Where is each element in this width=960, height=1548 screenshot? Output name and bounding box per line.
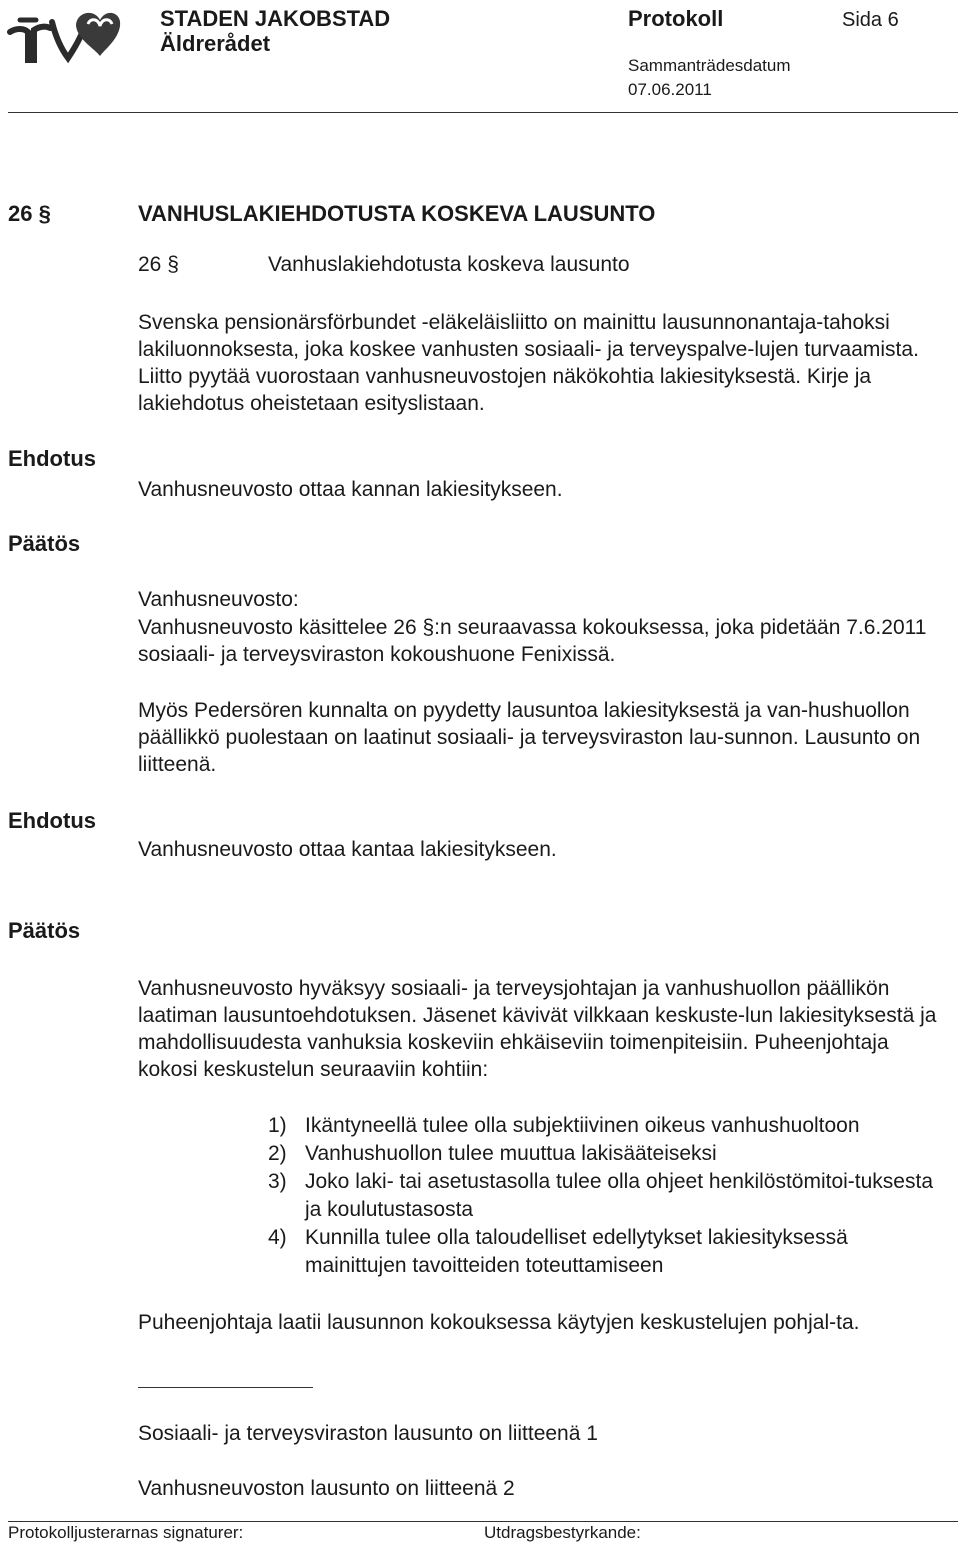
city-logo	[6, 2, 124, 64]
org-name-line2: Äldrerådet	[160, 31, 271, 56]
list-item-number: 1)	[268, 1114, 287, 1137]
middle-paragraph: Myös Pedersören kunnalta on pyydetty lausuntoa lakiesityksestä ja van-hushuollon päällikkö puolestaan on laatinut sosiaali- ja terveysviraston lau-sunnon. Lausunto on liitteenä.	[138, 699, 921, 776]
decision-1-heading: Vanhusneuvosto:	[138, 588, 299, 611]
footer-signatures-label: Protokolljusterarnas signaturer:	[8, 1523, 244, 1542]
list-item	[268, 1112, 952, 1140]
summary-list	[268, 1112, 952, 1280]
list-item	[268, 1224, 952, 1280]
organization-name	[160, 6, 390, 56]
meeting-date: 07.06.2011	[628, 80, 712, 99]
closing-paragraph: Puheenjohtaja laatii lausunnon kokouksessa käytyjen keskustelujen pohjal-ta.	[138, 1311, 860, 1334]
label-ehdotus-2: Ehdotus	[8, 808, 96, 833]
section-number: 26 §	[8, 201, 51, 226]
label-paatos-1: Päätös	[8, 531, 81, 556]
proposal-2: Vanhusneuvosto ottaa kantaa lakiesitykseen.	[138, 838, 557, 861]
intro-paragraph: Svenska pensionärsförbundet -eläkeläisliitto on mainittu lausunnonantaja-tahoksi lakiluonnoksesta, joka koskee vanhusten sosiaali- ja terveyspalve-lujen turvaamista. Liitto pyytää vuorostaan vanhusneuvostojen näkökohtia lakiesityksestä. Kirje ja lakiehdotus oheistetaan esityslistaan.	[138, 311, 919, 415]
list-item-text: Kunnilla tulee olla taloudelliset edellytykset lakiesityksessä mainittujen tavoitteiden toteuttamiseen	[305, 1226, 848, 1277]
proposal-1: Vanhusneuvosto ottaa kannan lakiesitykseen.	[138, 478, 563, 501]
org-name-line1: STADEN JAKOBSTAD	[160, 6, 391, 31]
document-type: Protokoll	[628, 6, 724, 31]
separator-line	[138, 1387, 313, 1388]
list-item-number: 3)	[268, 1170, 287, 1193]
list-item	[268, 1140, 952, 1168]
label-paatos-2: Päätös	[8, 918, 81, 943]
page-number: Sida 6	[842, 9, 899, 31]
list-item-number: 2)	[268, 1142, 287, 1165]
subsection-number: 26 §	[138, 253, 179, 276]
list-item-text: Joko laki- tai asetustasolla tulee olla ohjeet henkilöstömitoi-tuksesta ja koulutustasosta	[305, 1170, 934, 1221]
footer-divider	[8, 1521, 958, 1522]
meeting-date-label: Sammanträdesdatum	[628, 56, 791, 75]
subsection-title: Vanhuslakiehdotusta koskeva lausunto	[268, 253, 630, 276]
decision-1-text: Vanhusneuvosto käsittelee 26 §:n seuraavassa kokouksessa, joka pidetään 7.6.2011 sosiaali- ja terveysviraston kokoushuone Fenixissä.	[138, 616, 927, 666]
attachment-1: Sosiaali- ja terveysviraston lausunto on liitteenä 1	[138, 1422, 598, 1445]
section-title: VANHUSLAKIEHDOTUSTA KOSKEVA LAUSUNTO	[138, 201, 656, 226]
footer-certification-label: Utdragsbestyrkande:	[484, 1523, 641, 1542]
list-item-text: Vanhushuollon tulee muuttua lakisääteiseksi	[305, 1142, 717, 1165]
decision-2-text: Vanhusneuvosto hyväksyy sosiaali- ja terveysjohtajan ja vanhushuollon päällikön laatiman lausuntoehdotuksen. Jäsenet kävivät vilkkaan keskuste-lun lakiesityksestä ja mahdollisuudesta vanhuksia koskeviin ehkäiseviin toimenpiteisiin. Puheenjohtaja kokosi keskustelun seuraaviin kohtiin:	[138, 977, 937, 1081]
header-divider	[8, 112, 958, 113]
label-ehdotus-1: Ehdotus	[8, 446, 96, 471]
attachment-2: Vanhusneuvoston lausunto on liitteenä 2	[138, 1477, 515, 1500]
list-item-number: 4)	[268, 1226, 287, 1249]
list-item-text: Ikäntyneellä tulee olla subjektiivinen oikeus vanhushuoltoon	[305, 1114, 860, 1137]
list-item	[268, 1168, 952, 1224]
